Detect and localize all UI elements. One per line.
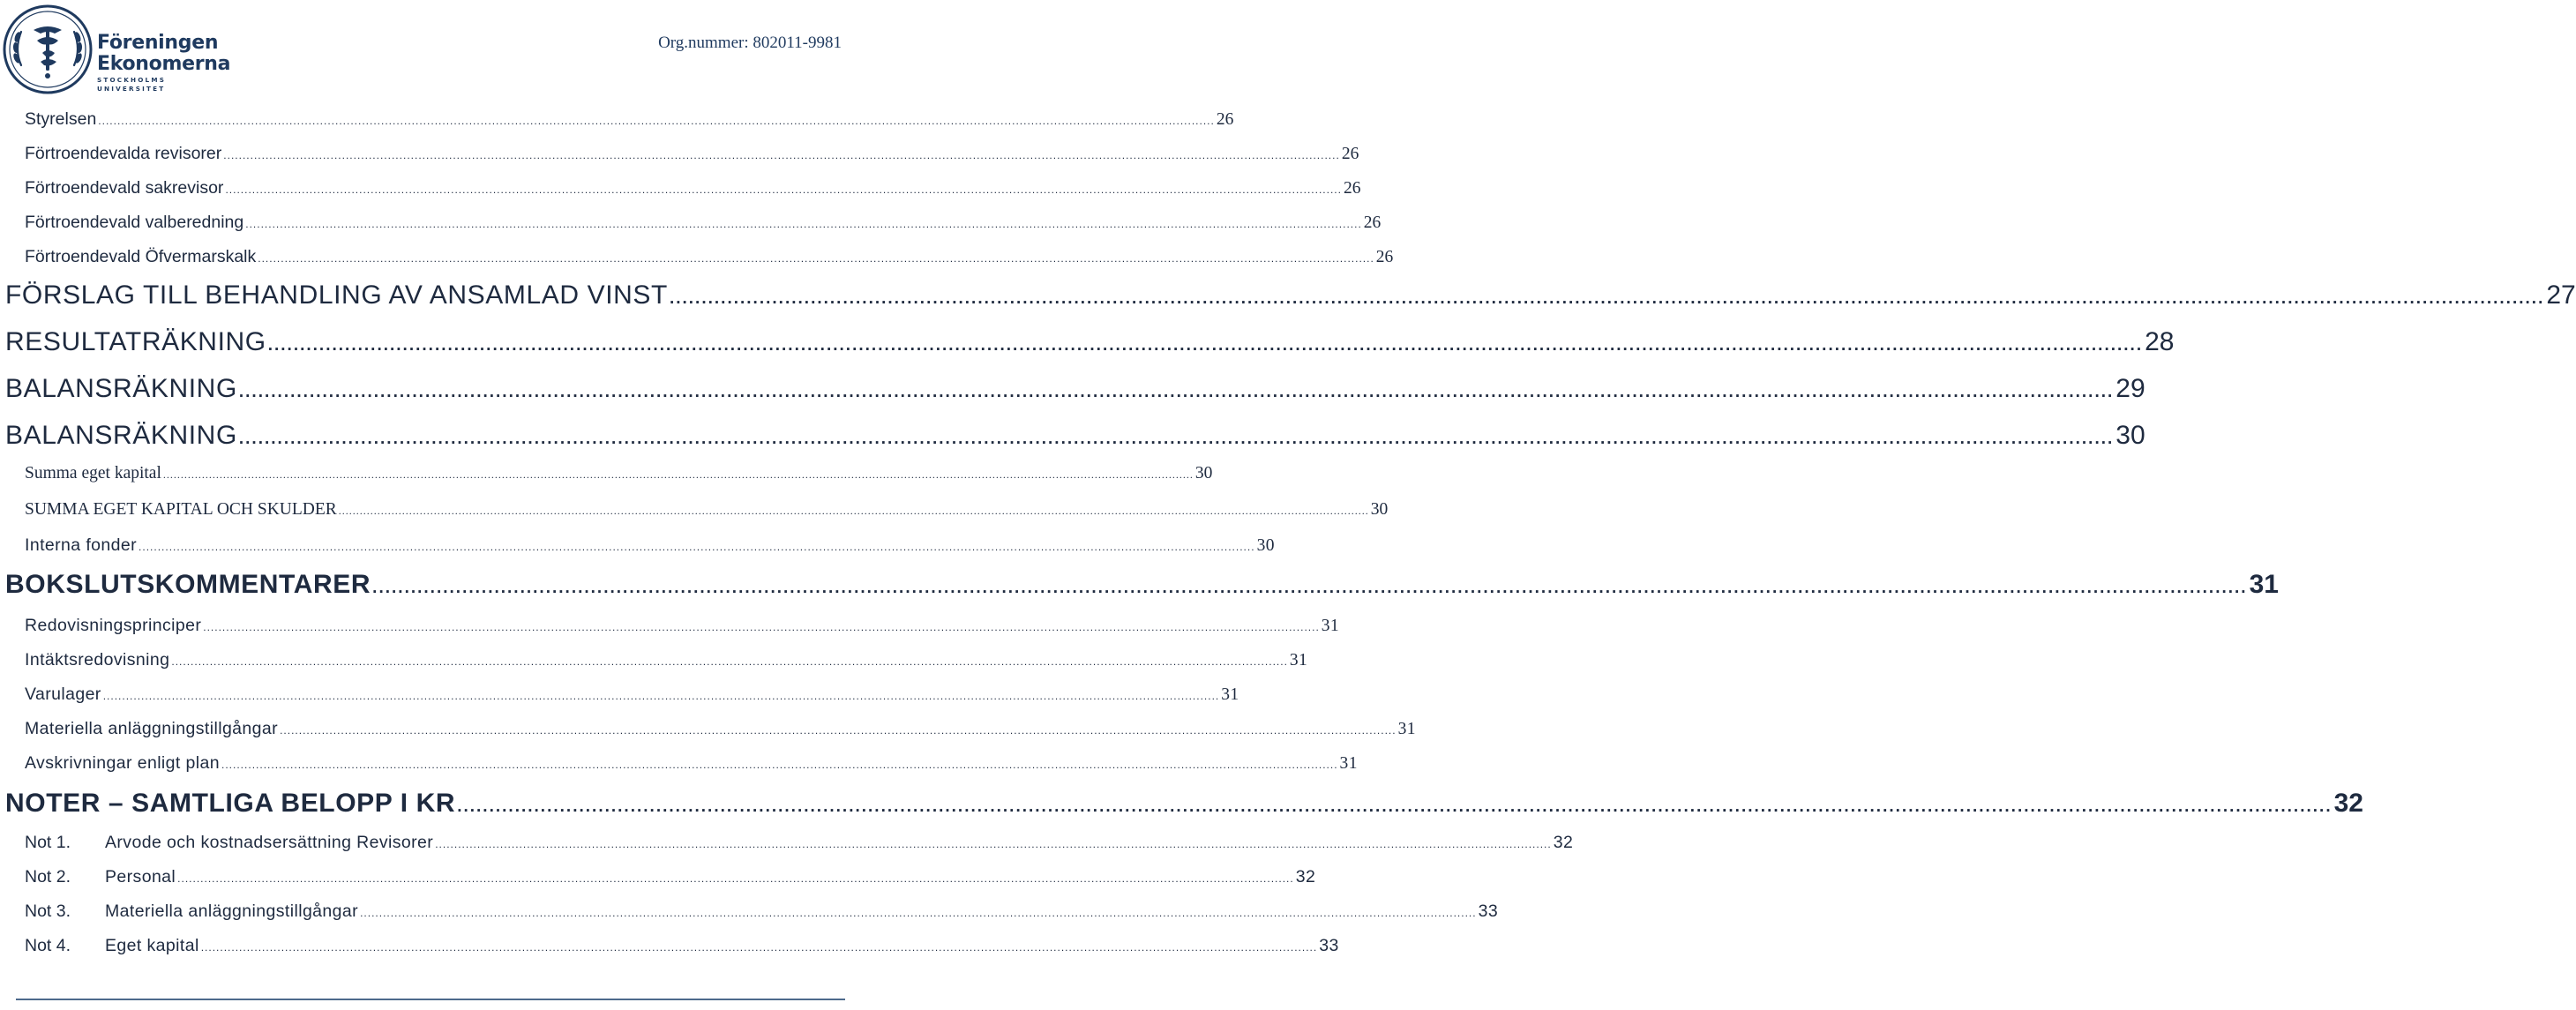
toc-leader: .................................................................................................................................................................................................................................................................................................... [98,115,1215,127]
toc-leader: .................................................................................................................................................................................................................................................................................................... [238,383,2115,401]
toc-entry[interactable] [25,712,1416,746]
toc-page-number: 31 [1339,754,1358,773]
toc-label: Summa eget kapital [25,464,161,483]
toc-leader: .................................................................................................................................................................................................................................................................................................... [372,579,2248,597]
toc-label: Arvode och kostnadsersättning Revisorer [105,833,434,852]
toc-note-entry[interactable] [25,860,1316,894]
toc-label: Förtroendevald Öfvermarskalk [25,247,257,266]
toc-entry[interactable] [25,456,1213,490]
toc-label: Varulager [25,685,101,704]
toc-page-number: 28 [2145,327,2175,356]
org-number: Org.nummer: 802011-9981 [658,34,842,52]
toc-label: FÖRSLAG TILL BEHANDLING AV ANSAMLAD VINST [5,281,668,310]
toc-page-number: 30 [1194,464,1213,483]
toc-page-number: 33 [1319,936,1339,955]
org-logotype [97,33,229,94]
toc-leader: .................................................................................................................................................................................................................................................................................................... [223,149,1340,161]
toc-entry[interactable] [25,746,1358,781]
toc-leader: .................................................................................................................................................................................................................................................................................................... [203,621,1320,633]
toc-leader: .................................................................................................................................................................................................................................................................................................... [280,724,1397,737]
toc-entry[interactable] [25,240,1394,274]
toc-label: NOTER – SAMTLIGA BELOPP I KR [5,789,456,818]
toc-page-number: 33 [1478,902,1499,921]
page-header [0,0,847,101]
toc-label: Redovisningsprinciper [25,616,202,635]
toc-label: Förtroendevald sakrevisor [25,178,224,198]
toc-label: Förtroendevalda revisorer [25,144,222,163]
toc-heading[interactable] [5,273,2576,318]
toc-page-number: 26 [1343,179,1361,198]
toc-heading[interactable] [5,319,2175,365]
toc-entry[interactable] [25,528,1275,563]
footer-divider [16,999,845,1000]
toc-page-number: 32 [1295,867,1316,887]
toc-page-number: 26 [1375,248,1394,266]
toc-note-number: Not 2. [25,867,71,887]
toc-leader: .................................................................................................................................................................................................................................................................................................... [177,872,1294,885]
org-name-line2: Ekonomerna [97,53,231,75]
toc-page-number: 26 [1363,213,1382,232]
org-name-line1: Föreningen [97,32,219,54]
toc-entry[interactable] [25,206,1382,240]
toc-leader: .................................................................................................................................................................................................................................................................................................... [360,907,1477,919]
toc-leader: .................................................................................................................................................................................................................................................................................................... [162,468,1194,481]
toc-page-number: 26 [1216,110,1234,129]
toc-entry[interactable] [25,137,1359,171]
toc-entry[interactable] [25,643,1308,677]
toc-heading[interactable] [5,562,2279,608]
org-name-line3: STOCKHOLMS UNIVERSITET [97,76,167,93]
toc-entry[interactable] [25,609,1340,643]
toc-heading[interactable] [5,781,2363,827]
toc-label: Intäktsredovisning [25,650,170,670]
toc-note-entry[interactable] [25,826,1574,860]
toc-label: Materiella anläggningstillgångar [105,902,359,921]
toc-label: RESULTATRÄKNING [5,327,266,356]
toc-page-number: 30 [1370,500,1389,519]
toc-label: BALANSRÄKNING [5,374,237,403]
toc-leader: .................................................................................................................................................................................................................................................................................................... [221,759,1338,771]
toc-leader: .................................................................................................................................................................................................................................................................................................... [457,797,2333,816]
toc-leader: .................................................................................................................................................................................................................................................................................................... [267,336,2144,355]
toc-page-number: 32 [1553,833,1574,852]
toc-page-number: 31 [1397,720,1416,738]
toc-leader: .................................................................................................................................................................................................................................................................................................... [139,541,1255,553]
toc-label: SUMMA EGET KAPITAL OCH SKULDER [25,500,337,519]
toc-entry[interactable] [25,102,1234,137]
toc-page-number: 29 [2115,374,2145,403]
toc-label: BALANSRÄKNING [5,421,237,450]
toc-label: Interna fonder [25,535,138,555]
toc-label: Styrelsen [25,109,97,129]
toc-label: Förtroendevald valberedning [25,213,244,232]
toc-leader: .................................................................................................................................................................................................................................................................................................... [171,655,1288,668]
toc-page-number: 31 [1321,617,1340,635]
toc-leader: .................................................................................................................................................................................................................................................................................................... [258,252,1374,265]
toc-heading[interactable] [5,413,2145,459]
toc-note-number: Not 1. [25,833,71,852]
toc-leader: .................................................................................................................................................................................................................................................................................................... [245,218,1362,230]
toc-label: Materiella anläggningstillgångar [25,719,279,738]
toc-page-number: 31 [2249,570,2279,599]
toc-page-number: 31 [1221,685,1239,704]
toc-page-number: 30 [1256,536,1275,555]
toc-label: Eget kapital [105,936,199,955]
ekonomerna-seal-icon [2,4,94,95]
toc-leader: .................................................................................................................................................................................................................................................................................................... [200,941,1318,954]
toc-label: BOKSLUTSKOMMENTARER [5,570,371,599]
toc-note-entry[interactable] [25,929,1339,963]
toc-page-number: 27 [2546,281,2576,310]
toc-page-number: 26 [1341,145,1359,163]
toc-leader: .................................................................................................................................................................................................................................................................................................... [102,690,1220,702]
toc-leader: .................................................................................................................................................................................................................................................................................................... [225,183,1342,196]
toc-note-entry[interactable] [25,894,1499,929]
toc-label: Personal [105,867,176,887]
toc-entry[interactable] [25,492,1389,527]
toc-leader: .................................................................................................................................................................................................................................................................................................... [669,289,2545,308]
toc-entry[interactable] [25,677,1239,712]
toc-note-number: Not 4. [25,936,71,955]
toc-leader: .................................................................................................................................................................................................................................................................................................... [435,838,1552,850]
toc-page-number: 30 [2115,421,2145,450]
toc-heading[interactable] [5,366,2145,412]
toc-note-number: Not 3. [25,902,71,921]
toc-page-number: 32 [2333,789,2363,818]
toc-label: Avskrivningar enligt plan [25,753,221,773]
toc-entry[interactable] [25,171,1361,206]
toc-leader: .................................................................................................................................................................................................................................................................................................... [238,430,2115,448]
toc-page-number: 31 [1289,651,1308,670]
toc-leader: .................................................................................................................................................................................................................................................................................................... [338,505,1369,517]
